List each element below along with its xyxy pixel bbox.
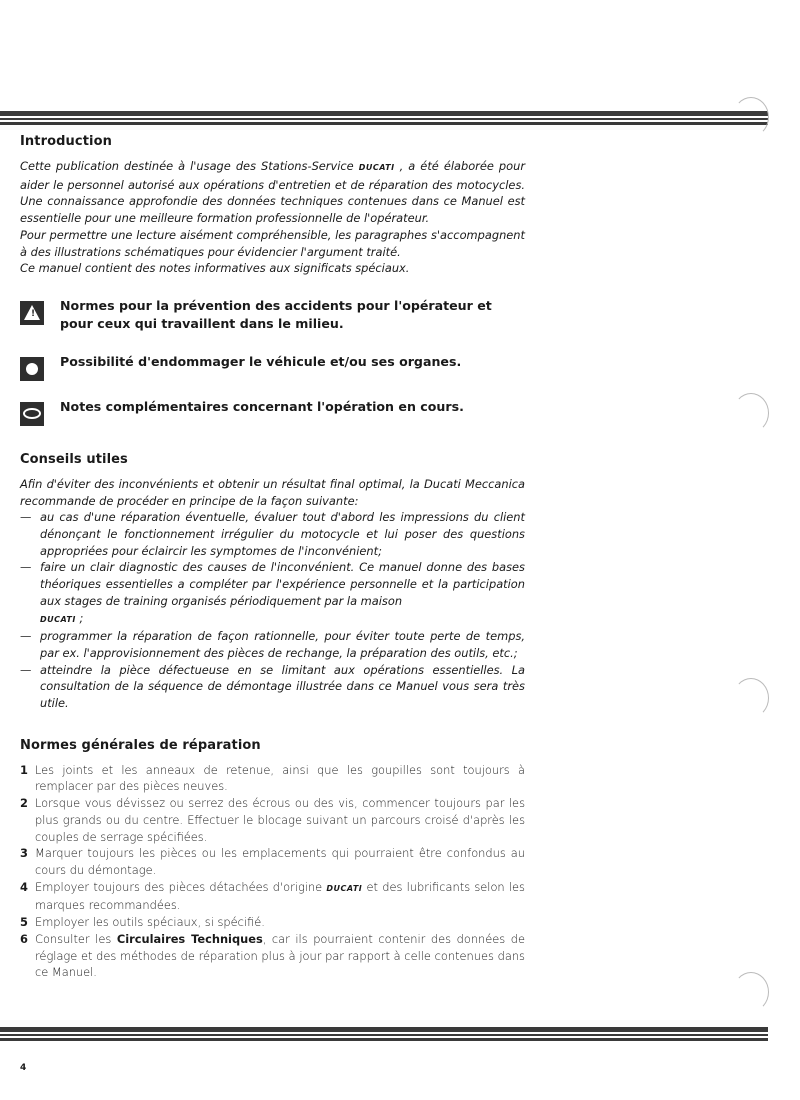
binder-hole <box>733 97 769 137</box>
page-content <box>20 134 525 981</box>
damage-icon <box>20 357 44 381</box>
symbol-description: Normes pour la prévention des accidents pour l'opérateur et pour ceux qui travaillent dans le milieu. <box>60 297 492 331</box>
eye-icon <box>20 402 44 426</box>
symbol-legend-note <box>20 398 525 426</box>
normes-list <box>20 762 525 981</box>
page-number: 4 <box>20 1063 27 1073</box>
symbol-legend-warning <box>20 297 525 333</box>
intro-paragraph: Pour permettre une lecture aisément compréhensible, les paragraphes s'accompagnent à des illustrations schématiques pour évidencier l'argument traité. <box>20 227 525 259</box>
symbol-description: Possibilité d'endommager le véhicule et/ou ses organes. <box>60 353 462 369</box>
footer-rule <box>0 1027 768 1043</box>
warning-icon: ! <box>20 301 44 325</box>
binder-hole <box>733 972 769 1012</box>
intro-paragraph: Ce manuel contient des notes informatives aux significats spéciaux. <box>20 261 410 276</box>
binder-hole <box>733 393 769 433</box>
conseils-list <box>20 509 525 711</box>
section-heading-introduction: Introduction <box>20 134 112 149</box>
list-item: 5 Employer les outils spéciaux, si spécifié. <box>20 915 265 930</box>
list-item: — programmer la réparation de façon rationnelle, pour éviter toute perte de temps, par ex. l'approvisionnement des pièces de rechange, la préparation des outils, etc.; <box>20 629 525 660</box>
list-item: 1 Les joints et les anneaux de retenue, ainsi que les goupilles sont toujours à remplacer par des pièces neuves. <box>20 762 525 794</box>
ducati-logo: DUCATI <box>358 163 395 172</box>
section-heading-conseils: Conseils utiles <box>20 451 128 467</box>
list-item: — faire un clair diagnostic des causes de l'inconvénient. Ce manuel donne des bases théoriques essentielles a compléter par l'expérience personnelle et la participation aux stages de training organisés périodiquement par la maison DUCATI ; <box>20 560 525 625</box>
section-heading-normes: Normes générales de réparation <box>20 737 261 753</box>
symbol-description: Notes complémentaires concernant l'opération en cours. <box>60 398 464 414</box>
list-item: 2 Lorsque vous dévissez ou serrez des écrous ou des vis, commencer toujours par les plus grands ou du centre. Effectuer le blocage suivant un parcours croisé d'après les couples de serrage spécifiées. <box>20 796 525 844</box>
conseils-intro: Afin d'éviter des inconvénients et obtenir un résultat final optimal, la Ducati Meccanica recommande de procéder en principe de la façon suivante: <box>20 476 525 508</box>
list-item: 4 Employer toujours des pièces détachées d'origine DUCATI et des lubrificants selon les marques recommandées. <box>20 879 525 913</box>
symbol-legend-damage <box>20 353 525 381</box>
list-item: 6 Consulter les Circulaires Techniques, car ils pourraient contenir des données de réglage et des méthodes de réparation plus à jour par rapport à celle contenues dans ce Manuel. <box>20 931 526 980</box>
list-item: — au cas d'une réparation éventuelle, évaluer tout d'abord les impressions du client dénonçant le fonctionnement irrégulier du motocycle et lui poser des questions appropriées pour éclaircir les symptomes de l'inconvénient; <box>20 510 525 558</box>
list-item: 3 Marquer toujours les pièces ou les emplacements qui pourraient être confondus au cours du démontage. <box>20 846 525 877</box>
ducati-logo: DUCATI <box>326 883 363 893</box>
ducati-logo: DUCATI <box>40 614 76 624</box>
binder-hole <box>733 678 769 718</box>
list-item: — atteindre la pièce défectueuse en se limitant aux opérations essentielles. La consultation de la séquence de démontage illustrée dans ce Manuel vous sera très utile. <box>20 662 525 711</box>
intro-paragraph: Cette publication destinée à l'usage des Stations-Service DUCATI , a été élaborée pour aider le personnel autorisé aux opérations d'entretien et de réparation des motocycles. Une connaissance approfondie des données techniques contenues dans ce Manuel est essentielle pour une meilleure formation professionnelle de l'opérateur. <box>20 159 526 226</box>
header-rule <box>0 111 768 127</box>
